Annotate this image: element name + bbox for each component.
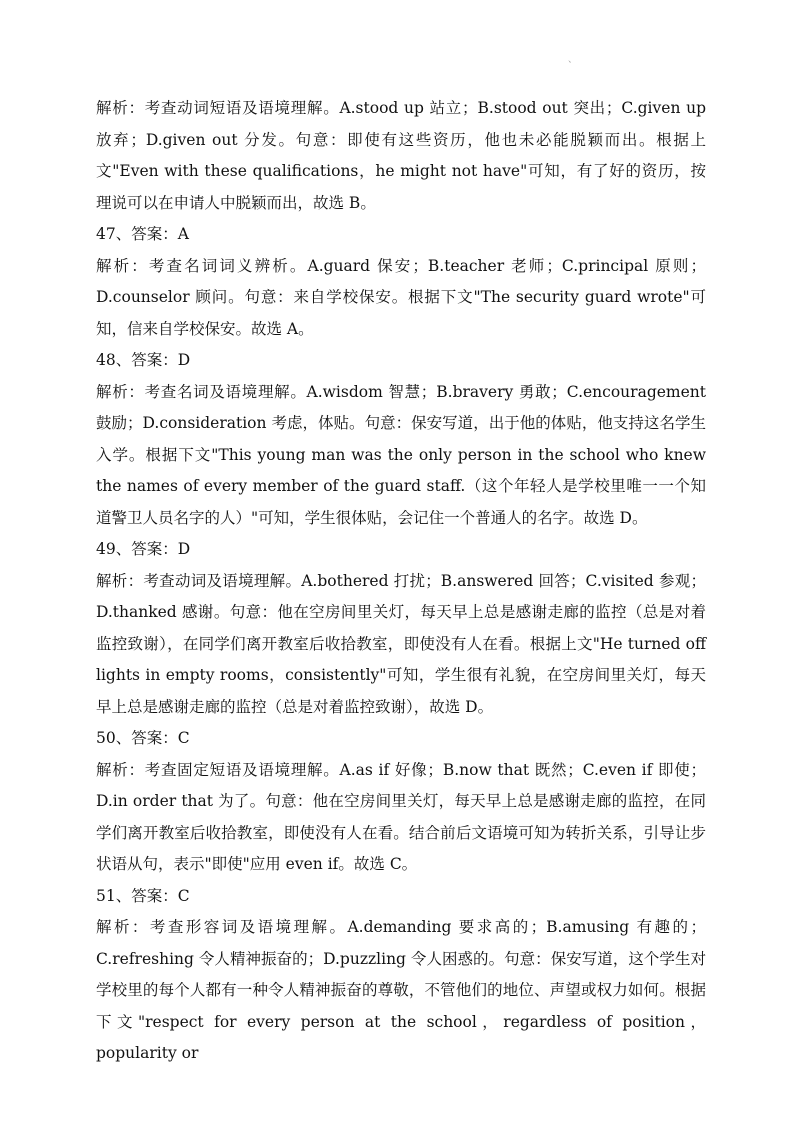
explanation-47: 解析：考查名词词义辨析。A.guard 保安；B.teacher 老师；C.principal 原则；D.counselor 顾问。句意：来自学校保安。根据下文"The security guard wrote"可知，信来自学校保安。故选 A。 bbox=[96, 256, 706, 338]
corner-mark: 、 bbox=[568, 55, 578, 65]
answer-47: 47、答案：A bbox=[96, 225, 189, 243]
explanation-51: 解析：考查形容词及语境理解。A.demanding 要求高的；B.amusing 有趣的；C.refreshing 令人精神振奋的；D.puzzling 令人困惑的。句意：保安写道，这个学生对学校里的每个人都有一种令人精神振奋的尊敬，不管他们的地位、声望或权力如何。根据下文"respect for every person at the school，regardless of position，popularity or bbox=[96, 918, 706, 1062]
answer-48: 48、答案：D bbox=[96, 351, 191, 369]
explanation-46: 解析：考查动词短语及语境理解。A.stood up 站立；B.stood out 突出；C.given up 放弃；D.given out 分发。句意：即使有这些资历，他也未必能脱颖而出。根据上文"Even with these qualifications，he might not have"可知，有了好的资历，按理说可以在申请人中脱颖而出，故选 B。 bbox=[96, 99, 706, 212]
answer-50: 50、答案：C bbox=[96, 729, 190, 747]
answer-49: 49、答案：D bbox=[96, 540, 191, 558]
explanation-48: 解析：考查名词及语境理解。A.wisdom 智慧；B.bravery 勇敢；C.encouragement 鼓励；D.consideration 考虑，体贴。句意：保安写道，出于他的体贴，他支持这名学生入学。根据下文"This young man was the only person in the school who knew the names of every member of the guard staff.（这个年轻人是学校里唯一一个知道警卫人员名字的人）"可知，学生很体贴，会记住一个普通人的名字。故选 D。 bbox=[96, 382, 706, 527]
explanation-50: 解析：考查固定短语及语境理解。A.as if 好像；B.now that 既然；C.even if 即使；D.in order that 为了。句意：他在空房间里关灯，每天早上总是感谢走廊的监控，在同学们离开教室后收拾教室，即使没有人在看。结合前后文语境可知为转折关系，引导让步状语从句，表示"即使"应用 even if。故选 C。 bbox=[96, 760, 706, 873]
answer-51: 51、答案：C bbox=[96, 886, 190, 905]
explanation-49: 解析：考查动词及语境理解。A.bothered 打扰；B.answered 回答；C.visited 参观；D.thanked 感谢。句意：他在空房间里关灯，每天早上总是感谢走廊的监控（总是对着监控致谢），在同学们离开教室后收拾教室，即使没有人在看。根据上文"He turned off lights in empty rooms，consistently"可知，学生很有礼貌，在空房间里关灯，每天早上总是感谢走廊的监控（总是对着监控致谢），故选 D。 bbox=[96, 571, 706, 716]
answer-key-content bbox=[96, 93, 706, 1070]
